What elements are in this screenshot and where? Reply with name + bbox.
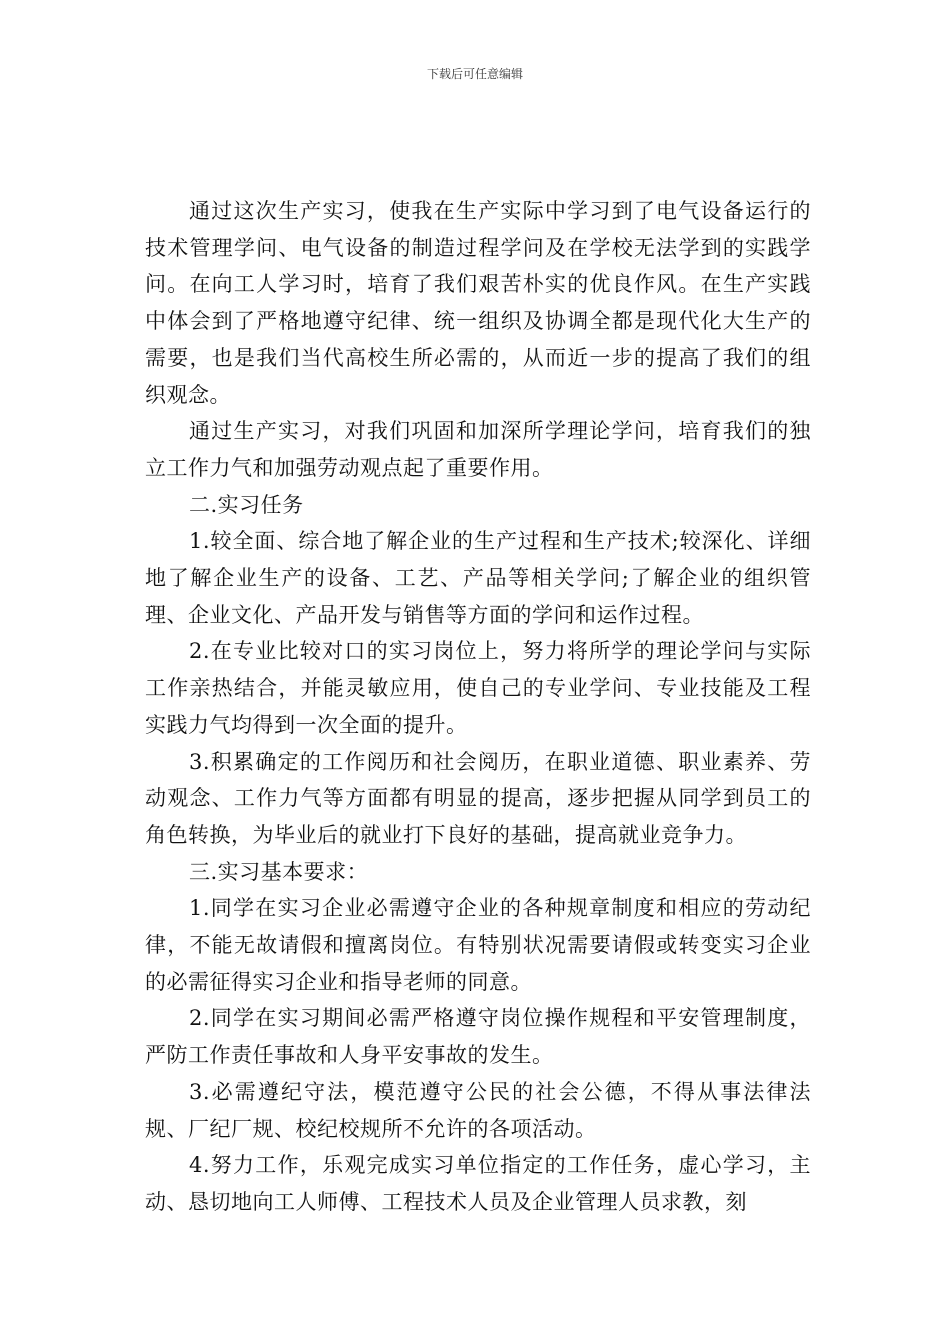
requirement-item-1: 1.同学在实习企业必需遵守企业的各种规章制度和相应的劳动纪律，不能无故请假和擅离岗位。有特别状况需要请假或转变实习企业的必需征得实习企业和指导老师的同意。	[145, 896, 811, 994]
section-heading-requirements: 三.实习基本要求：	[189, 859, 369, 884]
document-body	[145, 193, 811, 1221]
requirement-item-2: 2.同学在实习期间必需严格遵守岗位操作规程和平安管理制度，严防工作责任事故和人身平安事故的发生。	[145, 1006, 811, 1068]
task-item-2: 2.在专业比较对口的实习岗位上，努力将所学的理论学问与实际工作亲热结合，并能灵敏应用，使自己的专业学问、专业技能及工程实践力气均得到一次全面的提升。	[145, 639, 811, 737]
task-item-3: 3.积累确定的工作阅历和社会阅历，在职业道德、职业素养、劳动观念、工作力气等方面都有明显的提高，逐步把握从同学到员工的角色转换，为毕业后的就业打下良好的基础，提高就业竞争力。	[145, 749, 811, 847]
requirement-item-3: 3.必需遵纪守法，模范遵守公民的社会公德，不得从事法律法规、厂纪厂规、校纪校规所不允许的各项活动。	[145, 1079, 811, 1141]
section-heading-tasks: 二.实习任务	[189, 492, 304, 517]
task-item-1: 1.较全面、综合地了解企业的生产过程和生产技术;较深化、详细地了解企业生产的设备、工艺、产品等相关学问;了解企业的组织管理、企业文化、产品开发与销售等方面的学问和运作过程。	[145, 529, 811, 627]
page-header-note: 下载后可任意编辑	[426, 67, 523, 81]
requirement-item-4: 4.努力工作，乐观完成实习单位指定的工作任务，虚心学习，主动、恳切地向工人师傅、工程技术人员及企业管理人员求教，刻	[145, 1153, 811, 1214]
paragraph-intro-summary: 通过这次生产实习，使我在生产实际中学习到了电气设备运行的技术管理学问、电气设备的制造过程学问及在学校无法学到的实践学问。在向工人学习时，培育了我们艰苦朴实的优良作风。在生产实践中体会到了严格地遵守纪律、统一组织及协调全都是现代化大生产的需要，也是我们当代高校生所必需的，从而近一步的提高了我们的组织观念。	[145, 199, 811, 407]
paragraph-intro-importance: 通过生产实习，对我们巩固和加深所学理论学问，培育我们的独立工作力气和加强劳动观点起了重要作用。	[145, 419, 811, 480]
